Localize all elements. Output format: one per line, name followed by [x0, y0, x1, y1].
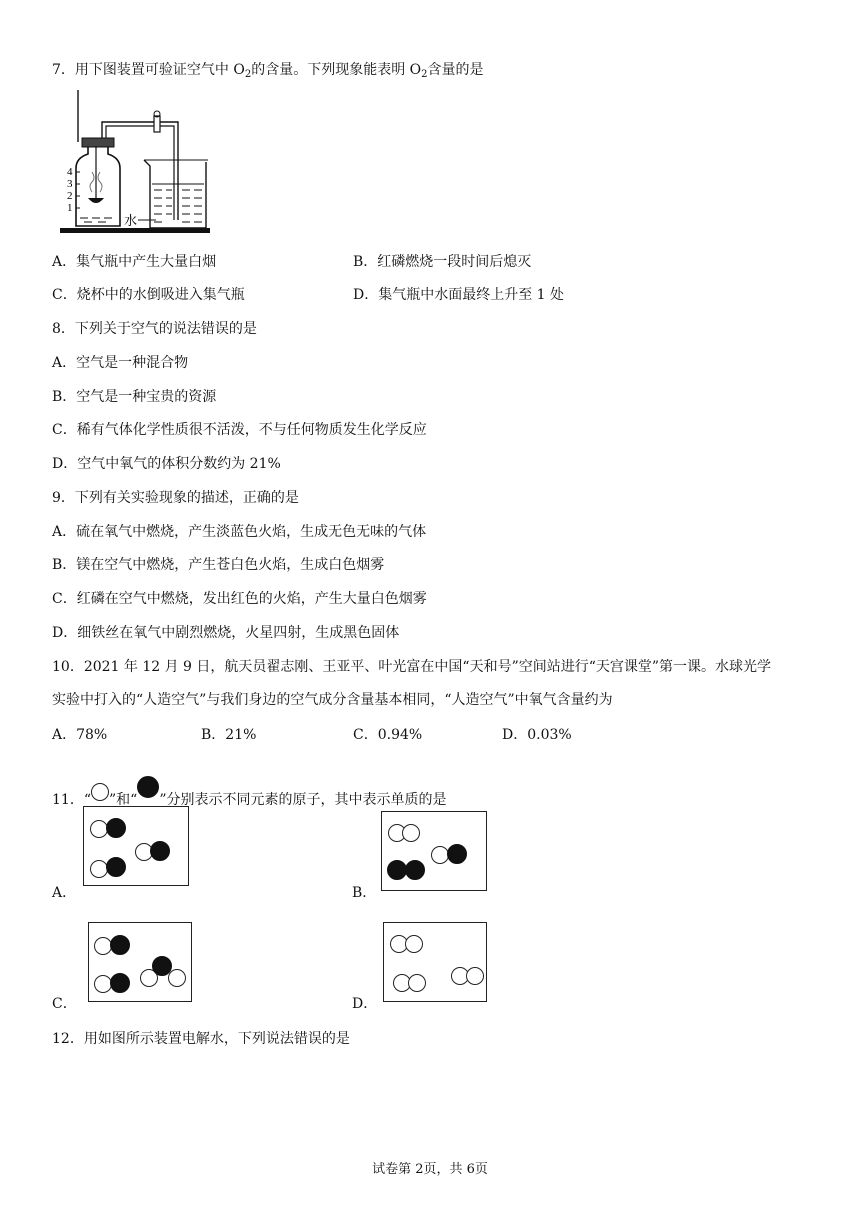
q7-apparatus-figure [58, 88, 218, 238]
black-atom-icon [137, 776, 159, 798]
q10-option-d: D．0.03% [502, 727, 572, 743]
clamp [154, 116, 160, 132]
q9-stem: 9．下列有关实验现象的描述，正确的是 [52, 490, 299, 506]
q11-label-b: B． [352, 885, 377, 901]
q9-option-a: A．硫在氧气中燃烧，产生淡蓝色火焰，生成无色无味的气体 [52, 524, 427, 540]
atom-black [110, 935, 130, 955]
atom-white [402, 824, 420, 842]
beaker [144, 160, 206, 228]
stopper [82, 138, 114, 147]
q12-stem: 12．用如图所示装置电解水，下列说法错误的是 [52, 1031, 350, 1047]
gas-jar [76, 146, 120, 226]
q7-option-a: A．集气瓶中产生大量白烟 [52, 254, 217, 270]
q10-stem-line1: 10．2021 年 12 月 9 日，航天员翟志刚、王亚平、叶光富在中国“天和号”空间站进行“天宫课堂”第一课。水球光学 [52, 659, 772, 675]
q7-option-b: B．红磷燃烧一段时间后熄灭 [353, 254, 532, 270]
q10-option-a: A．78% [52, 727, 108, 743]
atom-black [405, 860, 425, 880]
q8-option-d: D．空气中氧气的体积分数约为 21% [52, 456, 281, 472]
q11-box-b [381, 811, 487, 891]
scale-label-3: 3 [67, 178, 73, 190]
q8-option-b: B．空气是一种宝贵的资源 [52, 389, 217, 405]
q7-option-c: C．烧杯中的水倒吸进入集气瓶 [52, 287, 245, 303]
atom-white [168, 969, 186, 987]
q11-box-a [83, 806, 189, 886]
atom-black [447, 844, 467, 864]
atom-black [110, 973, 130, 993]
atom-black [150, 841, 170, 861]
atom-black [106, 857, 126, 877]
atom-black [387, 860, 407, 880]
q10-stem-line2: 实验中打入的“人造空气”与我们身边的空气成分含量基本相同，“人造空气”中氧气含量约为 [52, 692, 613, 708]
q7-option-d: D．集气瓶中水面最终上升至 1 处 [353, 287, 565, 303]
white-atom-icon [91, 783, 109, 801]
connecting-tube [102, 122, 178, 220]
q10-option-c: C．0.94% [353, 727, 423, 743]
q11-box-c [88, 922, 192, 1002]
q8-option-a: A．空气是一种混合物 [52, 355, 189, 371]
page-footer: 试卷第 2页，共 6页 [372, 1162, 488, 1177]
scale-label-1: 1 [67, 202, 73, 214]
atom-black [106, 818, 126, 838]
combustion-spoon [88, 198, 104, 203]
atom-white [405, 935, 423, 953]
q11-label-c: C． [52, 996, 77, 1012]
q9-option-c: C．红磷在空气中燃烧，发出红色的火焰，产生大量白色烟雾 [52, 591, 427, 607]
q11-label-a: A． [52, 885, 77, 901]
q9-option-d: D．细铁丝在氧气中剧烈燃烧，火星四射，生成黑色固体 [52, 625, 400, 641]
q10-option-b: B．21% [201, 727, 257, 743]
q11-label-d: D． [352, 996, 378, 1012]
scale-label-4: 4 [67, 166, 73, 178]
q11-stem: 11．“ ”和“ ”分别表示不同元素的原子，其中表示单质的是 [52, 776, 446, 809]
q11-box-d [383, 922, 487, 1002]
water-label: 水 [124, 214, 138, 229]
atom-white [466, 967, 484, 985]
q9-option-b: B．镁在空气中燃烧，产生苍白色火焰，生成白色烟雾 [52, 557, 385, 573]
scale-label-2: 2 [67, 190, 73, 202]
q8-option-c: C．稀有气体化学性质很不活泼，不与任何物质发生化学反应 [52, 422, 427, 438]
q7-stem: 7．用下图装置可验证空气中 $O_2$的含量。下列现象能表明 $O_2$含量的是 [52, 62, 484, 80]
atom-white [408, 974, 426, 992]
q8-stem: 8．下列关于空气的说法错误的是 [52, 321, 257, 337]
